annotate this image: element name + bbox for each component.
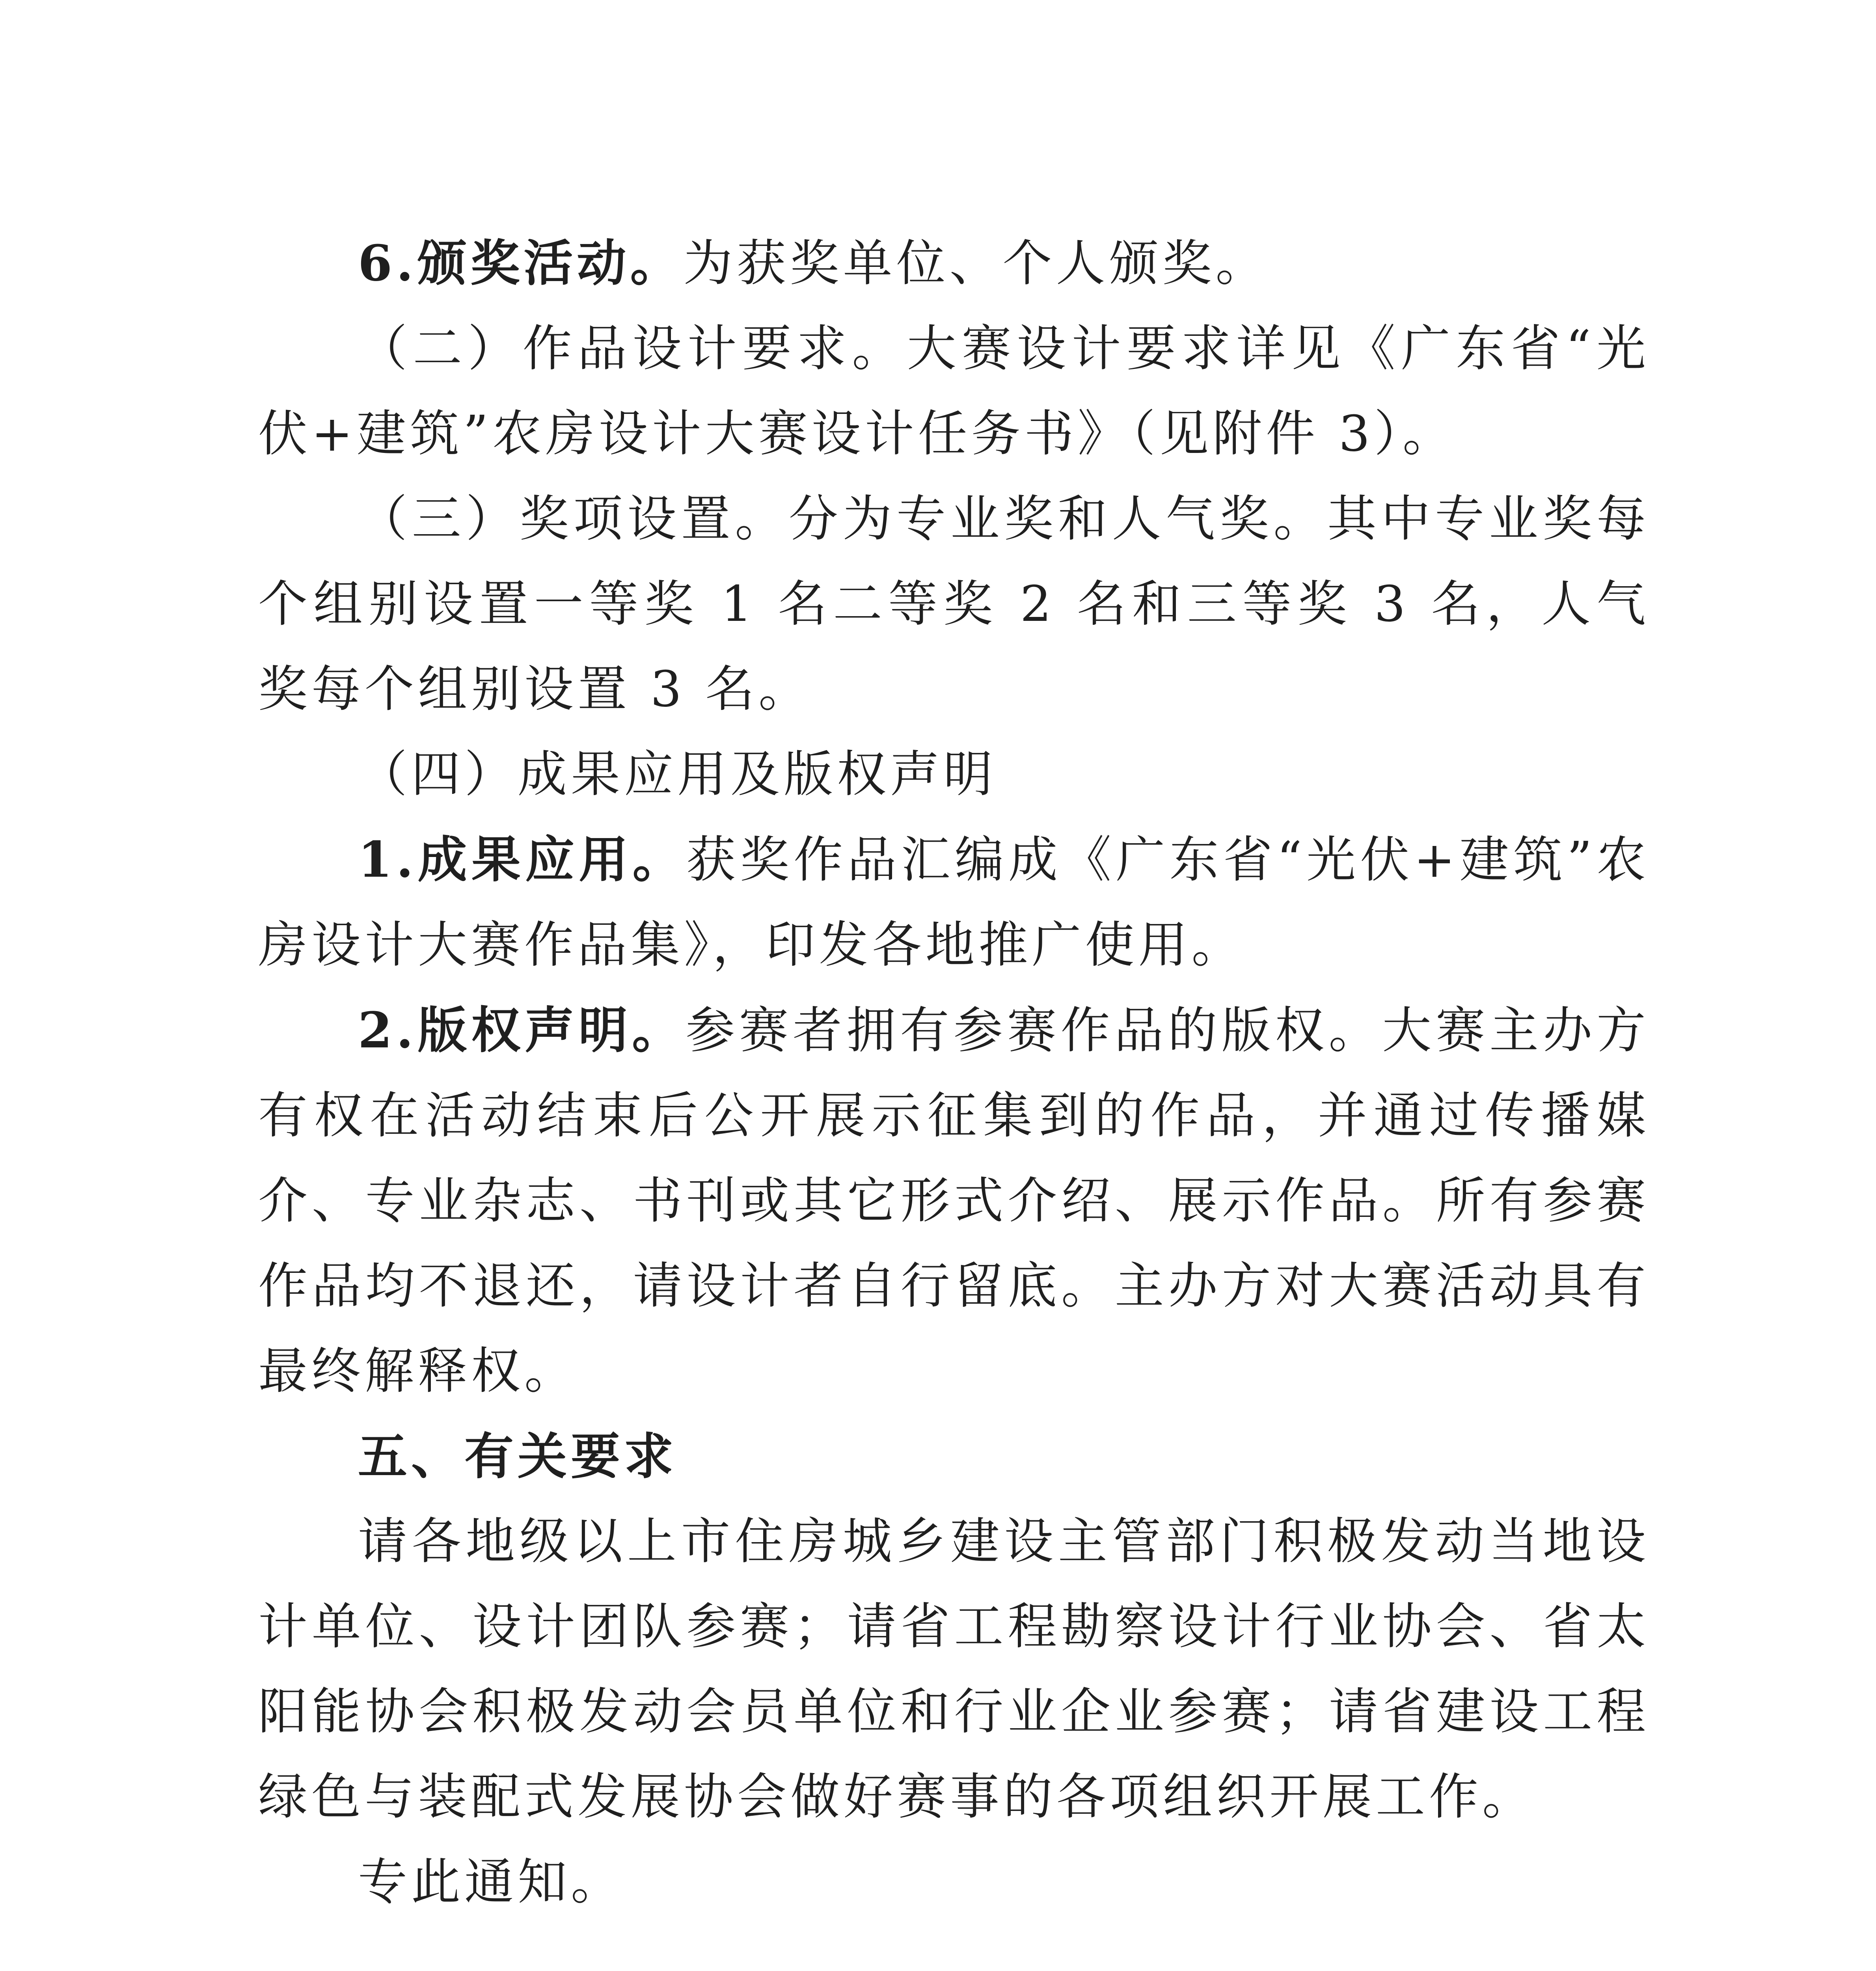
- paragraph-lead: 1.成果应用。: [358, 831, 686, 889]
- closing-line: 专此通知。: [358, 1854, 624, 1911]
- section-heading: 五、有关要求: [358, 1428, 677, 1485]
- paragraph-text: 获奖作品汇编成《广东省“光伏+建筑”农房设计大赛作品集》，印发各地推广使用。: [258, 831, 1650, 974]
- paragraph-text: （四）成果应用及版权声明: [358, 746, 997, 803]
- paragraph-award-settings: [258, 477, 1650, 732]
- blank-line: [258, 1925, 1650, 1971]
- paragraph-text: （三）奖项设置。分为专业奖和人气奖。其中专业奖每个组别设置一等奖 1 名二等奖 2 名和三等奖 3 名，人气奖每个组别设置 3 名。: [258, 490, 1650, 718]
- paragraph-award-ceremony: [258, 221, 1650, 306]
- paragraph-lead: 6.颁奖活动。: [358, 235, 684, 292]
- requirements-paragraph: 请各地级以上市住房城乡建设主管部门积极发动当地设计单位、设计团队参赛；请省工程勘察设计行业协会、省太阳能协会积极发动会员单位和行业企业参赛；请省建设工程绿色与装配式发展协会做好赛事的各项组织开展工作。: [258, 1513, 1650, 1826]
- paragraph-results-application: [258, 817, 1650, 988]
- paragraph-design-requirements: [258, 306, 1650, 477]
- body-text: [258, 221, 1650, 1971]
- paragraph-text: 参赛者拥有参赛作品的版权。大赛主办方有权在活动结束后公开展示征集到的作品，并通过传播媒介、专业杂志、书刊或其它形式介绍、展示作品。所有参赛作品均不退还，请设计者自行留底。主办方对大赛活动具有最终解释权。: [258, 1002, 1650, 1400]
- paragraph-results-copyright-heading: [258, 732, 1650, 817]
- paragraph-text: （二）作品设计要求。大赛设计要求详见《广东省“光伏+建筑”农房设计大赛设计任务书》（见附件 3）。: [258, 320, 1650, 462]
- paragraph-lead: 2.版权声明。: [358, 1002, 686, 1059]
- paragraph-text: 为获奖单位、个人颁奖。: [683, 235, 1269, 292]
- paragraph-copyright-statement: [258, 988, 1650, 1414]
